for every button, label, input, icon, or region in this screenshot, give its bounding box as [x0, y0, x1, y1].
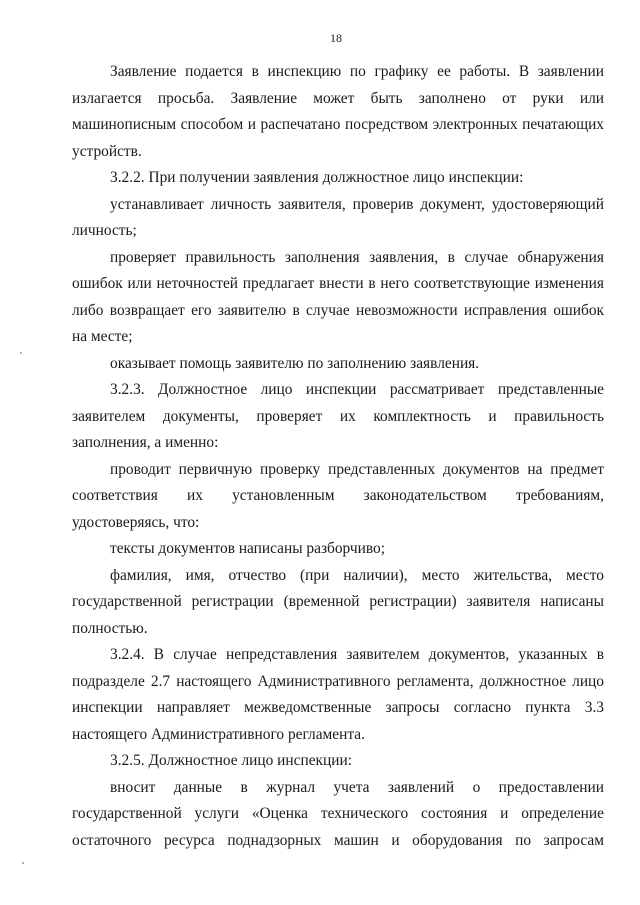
text-line: Заявление подается в инспекцию по графику ее работы. В заявлении [110, 63, 604, 80]
text-line: заполнения, а именно: [72, 434, 219, 451]
text-line: фамилия, имя, отчество (при наличии), место жительства, место [110, 566, 604, 584]
text-line: 3.2.4. В случае непредставления заявителем документов, указанных в [110, 646, 604, 663]
text-line: личность; [72, 222, 137, 239]
text-line: проводит первичную проверку представленных документов на предмет [110, 460, 604, 478]
text-line: излагается просьба. Заявление может быть заполнено от руки или [72, 89, 604, 107]
paragraph-p6 [72, 377, 604, 457]
paragraph-p1 [72, 59, 604, 165]
paragraph-p9 [72, 563, 604, 643]
text-line: ошибок или неточностей предлагает внести в него соответствующие изменения [72, 275, 604, 292]
text-line: государственной услуги «Оценка технического состояния и определение [72, 805, 604, 822]
paragraph-p4 [72, 245, 604, 351]
text-line: государственной регистрации (временной регистрации) заявителя написаны [72, 593, 604, 610]
page-number: 18 [330, 31, 342, 45]
text-line: заявителем документы, проверяет их комплектность и правильность [72, 407, 604, 425]
text-line: вносит данные в журнал учета заявлений о предоставлении [110, 778, 604, 796]
paragraph-p12 [72, 775, 604, 855]
text-line: либо возвращает его заявителю в случае невозможности исправления ошибок [72, 301, 604, 319]
text-line: машинописным способом и распечатано посредством электронных печатающих [72, 116, 604, 133]
paragraph-p2 [72, 165, 604, 192]
text-line: удостоверяясь, что: [72, 513, 200, 531]
text-line: устройств. [72, 142, 142, 160]
paragraph-p7 [72, 457, 604, 537]
text-line: 3.2.2. При получении заявления должностное лицо инспекции: [110, 169, 524, 186]
paragraph-p3 [72, 192, 604, 245]
scan-speck [20, 352, 22, 354]
text-line: 3.2.5. Должностное лицо инспекции: [110, 752, 352, 769]
text-line: тексты документов написаны разборчиво; [110, 540, 385, 557]
text-line: 3.2.3. Должностное лицо инспекции рассматривает представленные [110, 381, 604, 398]
text-line: на месте; [72, 328, 133, 345]
paragraph-p8 [72, 536, 604, 563]
text-line: оказывает помощь заявителю по заполнению заявления. [110, 354, 480, 372]
text-line: соответствия их установленным законодательством требованиям, [72, 487, 604, 504]
paragraph-p10 [72, 642, 604, 748]
text-line: проверяет правильность заполнения заявления, в случае обнаружения [110, 248, 604, 266]
text-line: остаточного ресурса поднадзорных машин и оборудования по запросам [72, 831, 604, 849]
scan-speck [22, 862, 24, 864]
paragraph-p11 [72, 748, 604, 775]
text-line: подразделе 2.7 настоящего Административного регламента, должностное лицо [72, 672, 604, 690]
paragraph-p5 [72, 351, 604, 378]
text-line: инспекции направляет межведомственные запросы согласно пункта 3.3 [72, 699, 604, 716]
document-body [72, 59, 604, 854]
text-line: устанавливает личность заявителя, проверив документ, удостоверяющий [110, 195, 604, 213]
text-line: настоящего Административного регламента. [72, 725, 365, 743]
text-line: полностью. [72, 619, 148, 637]
